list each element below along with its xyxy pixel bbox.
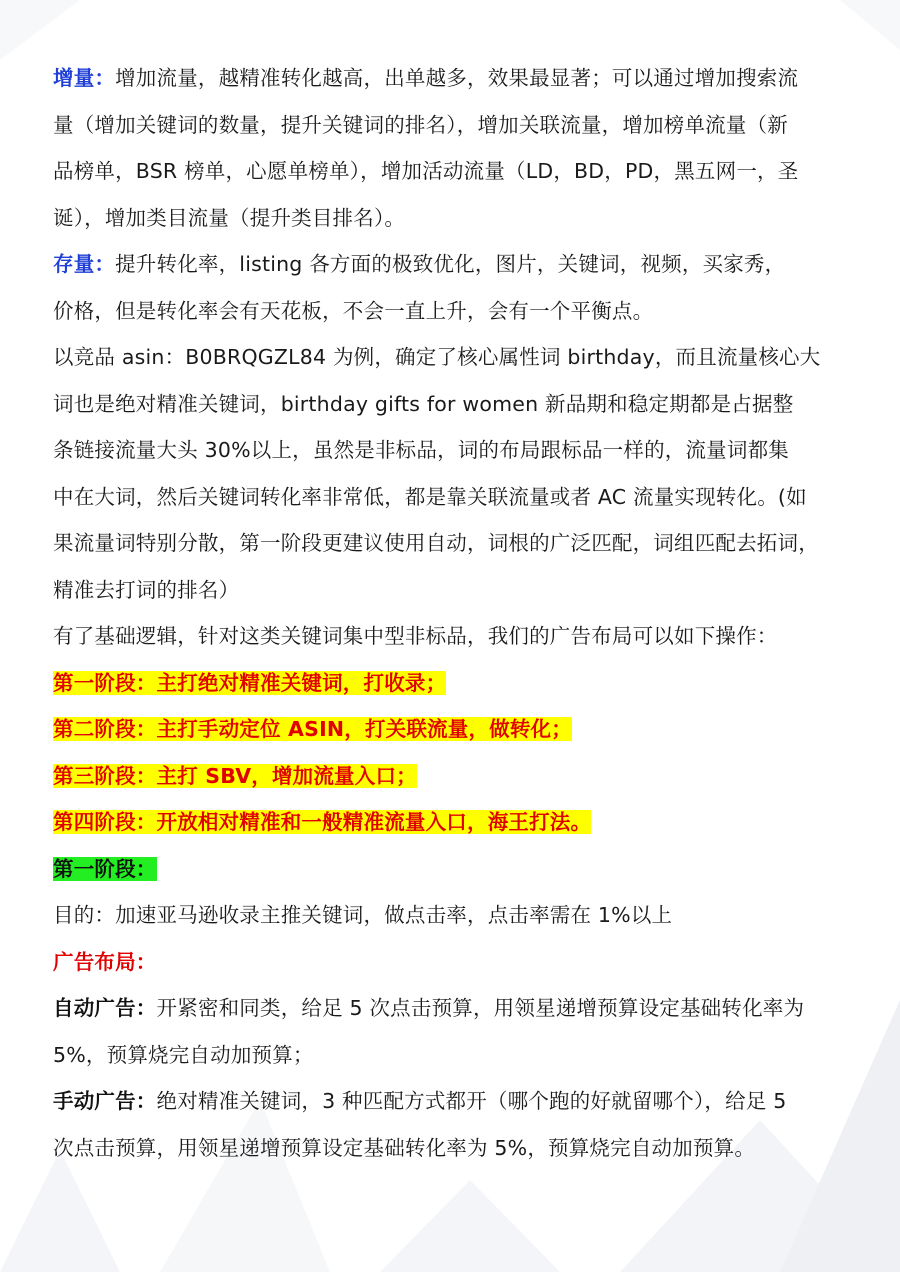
stage-1-summary: 第一阶段：主打绝对精准关键词，打收录； [53,670,447,695]
manual-ad-label: 手动广告： [53,1089,157,1113]
stock-line-2: 价格，但是转化率会有天花板，不会一直上升，会有一个平衡点。 [53,298,654,323]
increment-line-1: 增量：增加流量，越精准转化越高，出单越多，效果最显著；可以通过增加搜索流 [53,66,799,90]
auto-ad-line-2: 5%，预算烧完自动加预算； [53,1042,314,1067]
stage-1-heading: 第一阶段： [53,856,157,881]
example-line-1: 以竞品 asin：B0BRQGZL84 为例，确定了核心属性词 birthday，而且流量核心大 [53,345,821,369]
increment-line-2: 量（增加关键词的数量，提升关键词的排名），增加关联流量，增加榜单流量（新 [53,112,788,137]
increment-line-4: 诞），增加类目流量（提升类目排名）。 [53,205,406,230]
ad-layout-heading: 广告布局： [53,949,157,974]
stage-4-summary: 第四阶段：开放相对精准和一般精准流量入口，海王打法。 [53,810,592,834]
example-line-3: 条链接流量大头 30%以上，虽然是非标品，词的布局跟标品一样的，流量词都集 [53,438,789,462]
manual-ad-line-2: 次点击预算，用领星递增预算设定基础转化率为 5%，预算烧完自动加预算。 [53,1135,756,1160]
stage-2-summary: 第二阶段：主打手动定位 ASIN，打关联流量，做转化； [53,717,572,741]
document-body [53,55,848,1171]
stock-label: 存量： [53,252,116,276]
manual-ad-line-1: 手动广告：绝对精准关键词，3 种匹配方式都开（哪个跑的好就留哪个），给足 5 [53,1089,787,1113]
increment-line-3: 品榜单，BSR 榜单，心愿单榜单），增加活动流量（LD，BD，PD，黑五网一，圣 [53,159,799,183]
increment-label: 增量： [53,66,116,90]
stage-3-summary: 第三阶段：主打 SBV，增加流量入口； [53,763,417,788]
logic-line: 有了基础逻辑，针对这类关键词集中型非标品，我们的广告布局可以如下操作： [53,624,778,648]
example-line-2: 词也是绝对精准关键词，birthday gifts for women 新品期和稳定期都是占据整 [53,391,794,416]
auto-ad-label: 自动广告： [53,996,157,1020]
stock-line-1: 存量：提升转化率，listing 各方面的极致优化，图片，关键词，视频，买家秀， [53,252,786,276]
example-line-4: 中在大词，然后关键词转化率非常低，都是靠关联流量或者 AC 流量实现转化。(如 [53,484,807,509]
example-line-6: 精准去打词的排名） [53,577,240,602]
goal-line: 目的：加速亚马逊收录主推关键词，做点击率，点击率需在 1%以上 [53,903,673,927]
auto-ad-line-1: 自动广告：开紧密和同类，给足 5 次点击预算，用领星递增预算设定基础转化率为 [53,996,805,1020]
example-line-5: 果流量词特别分散，第一阶段更建议使用自动，词根的广泛匹配，词组匹配去拓词， [53,531,819,555]
